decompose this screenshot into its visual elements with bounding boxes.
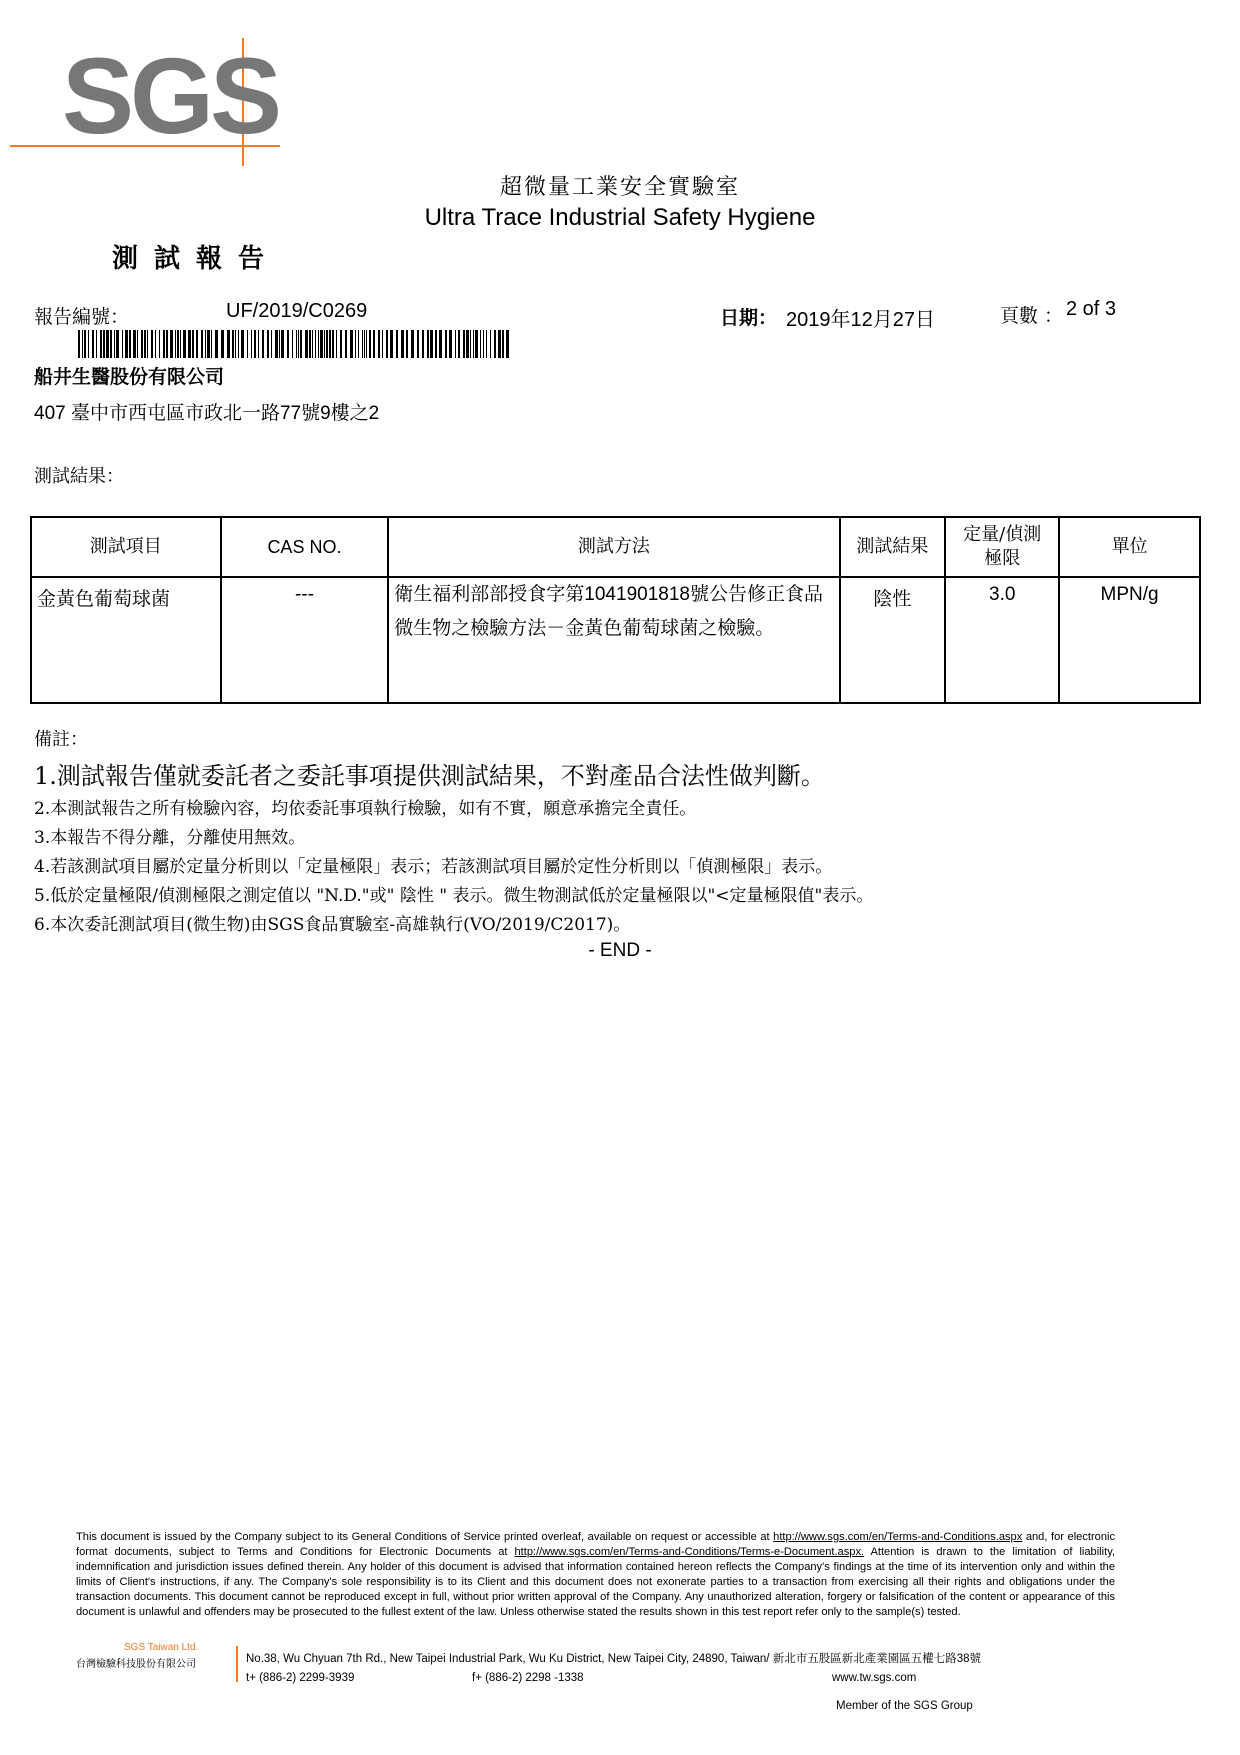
barcode-bar [502, 330, 504, 358]
barcode-bar [177, 330, 179, 358]
barcode-bar [247, 330, 248, 358]
barcode-bar [141, 330, 143, 358]
barcode-bar [463, 330, 465, 358]
header-test-item: 測試項目 [31, 517, 221, 577]
barcode-bar [262, 330, 264, 358]
footer-company-cn: 台灣檢驗科技股份有限公司 [76, 1659, 196, 1670]
barcode-bar [275, 330, 278, 358]
results-table [30, 516, 1201, 704]
barcode-bar [137, 330, 138, 358]
barcode-bar [238, 330, 239, 358]
barcode-bar [155, 330, 156, 358]
header-test-method: 測試方法 [388, 517, 839, 577]
cell-result: 陰性 [840, 577, 946, 703]
footer-company-en: SGS Taiwan Ltd. [124, 1642, 199, 1653]
report-date: 2019年12月27日 [786, 309, 935, 331]
barcode-bar [254, 330, 256, 358]
barcode-bar [378, 330, 380, 358]
barcode-bar [279, 330, 280, 358]
barcode-bar [175, 330, 176, 358]
barcode-bar [300, 330, 302, 358]
barcode-bar [170, 330, 173, 358]
barcode-bar [221, 330, 224, 358]
barcode-bar [147, 330, 148, 358]
barcode-bar [183, 330, 186, 358]
header-unit: 單位 [1059, 517, 1200, 577]
e-document-terms-link[interactable]: http://www.sgs.com/en/Terms-and-Conditions/Terms-e-Document.aspx. [514, 1545, 865, 1558]
barcode-bar [215, 330, 218, 358]
barcode-bar [422, 330, 424, 358]
barcode-bar [196, 330, 198, 358]
barcode-bar [287, 330, 289, 358]
sgs-logo-text: SGS [62, 35, 279, 156]
report-barcode [78, 330, 510, 358]
note-6: 6.本次委託測試項目(微生物)由SGS食品實驗室-高雄執行(VO/2019/C2017)。 [34, 915, 631, 935]
barcode-bar [366, 330, 367, 358]
table-header-row [31, 517, 1200, 577]
cell-item: 金黃色葡萄球菌 [31, 577, 221, 703]
barcode-bar [466, 330, 469, 358]
header-test-result: 測試結果 [840, 517, 946, 577]
barcode-bar [281, 330, 284, 358]
barcode-bar [227, 330, 230, 358]
footer-website[interactable]: www.tw.sgs.com [832, 1672, 917, 1684]
barcode-bar [235, 330, 236, 358]
barcode-bar [122, 330, 123, 358]
barcode-bar [241, 330, 244, 358]
barcode-bar [106, 330, 109, 358]
footer-divider [236, 1646, 238, 1682]
barcode-bar [144, 330, 146, 358]
barcode-bar [490, 330, 491, 358]
barcode-bar [298, 330, 299, 358]
barcode-bar [96, 330, 97, 358]
barcode-bar [163, 330, 165, 358]
barcode-bar [133, 330, 136, 358]
barcode-bar [329, 330, 331, 358]
barcode-bar [494, 330, 496, 358]
note-4: 4.若該測試項目屬於定量分析則以「定量極限」表示；若該測試項目屬於定性分析則以「偵測極限」表示。 [34, 857, 833, 877]
page-number: 2 of 3 [1066, 298, 1117, 320]
barcode-bar [192, 330, 194, 358]
results-label: 測試結果： [34, 466, 124, 487]
barcode-bar [498, 330, 501, 358]
barcode-bar [324, 330, 325, 358]
barcode-bar [373, 330, 375, 358]
barcode-bar [159, 330, 160, 358]
barcode-bar [125, 330, 128, 358]
barcode-bar [386, 330, 388, 358]
lab-name-english: Ultra Trace Industrial Safety Hygiene [424, 204, 816, 231]
barcode-bar [320, 330, 323, 358]
barcode-bar [114, 330, 115, 358]
barcode-bar [309, 330, 311, 358]
barcode-bar [205, 330, 206, 358]
barcode-bar [326, 330, 328, 358]
barcode-bar [355, 330, 356, 358]
barcode-bar [390, 330, 393, 358]
barcode-bar [180, 330, 181, 358]
barcode-bar [439, 330, 442, 358]
barcode-bar [211, 330, 212, 358]
cell-unit: MPN/g [1059, 577, 1200, 703]
barcode-bar [475, 330, 478, 358]
barcode-bar [364, 330, 365, 358]
report-title: 測試報告 [112, 244, 281, 274]
barcode-bar [455, 330, 456, 358]
barcode-bar [350, 330, 353, 358]
barcode-bar [100, 330, 102, 358]
barcode-bar [82, 330, 83, 358]
note-2: 2.本測試報告之所有檢驗內容，均依委託事項執行檢驗，如有不實，願意承擔完全責任。 [34, 799, 697, 819]
barcode-bar [201, 330, 203, 358]
disclaimer-text-1: This document is issued by the Company subject to its General Conditions of Service printed overleaf, available on request or accessible at [76, 1531, 774, 1543]
date-label: 日期： [720, 308, 778, 329]
cell-cas: --- [221, 577, 389, 703]
disclaimer [76, 1530, 1115, 1619]
page-label: 頁數 ： [1000, 305, 1064, 327]
barcode-bar [458, 330, 460, 358]
barcode-bar [315, 330, 316, 358]
barcode-bar [435, 330, 437, 358]
barcode-bar [78, 330, 80, 358]
terms-link[interactable]: http://www.sgs.com/en/Terms-and-Conditions.aspx [773, 1531, 1023, 1543]
barcode-bar [483, 330, 484, 358]
barcode-bar [345, 330, 347, 358]
note-5: 5.低於定量極限/偵測極限之測定值以 "N.D."或" 陰性 " 表示。微生物測試低於定量極限以"<定量極限值"表示。 [34, 886, 874, 906]
disclaimer-text-2: and, for electronic format documents, subject to Terms and Conditions for Electronic Documents at [76, 1531, 1116, 1558]
barcode-bar [251, 330, 252, 358]
barcode-bar [188, 330, 191, 358]
report-number: UF/2019/C0269 [226, 300, 368, 322]
notes-title: 備註： [34, 729, 88, 750]
barcode-bar [401, 330, 404, 358]
barcode-bar [382, 330, 383, 358]
barcode-bar [396, 330, 398, 358]
barcode-bar [358, 330, 359, 358]
barcode-bar [267, 330, 269, 358]
barcode-bar [427, 330, 429, 358]
footer-member: Member of the SGS Group [836, 1700, 973, 1712]
header-cas-no: CAS NO. [221, 517, 389, 577]
note-3: 3.本報告不得分離，分離使用無效。 [34, 828, 306, 848]
barcode-bar [486, 330, 487, 358]
report-number-label: 報告編號： [34, 306, 130, 328]
barcode-bar [207, 330, 210, 358]
barcode-bar [480, 330, 481, 358]
barcode-bar [305, 330, 308, 358]
barcode-bar [470, 330, 471, 358]
barcode-bar [318, 330, 319, 358]
end-marker: - END - [588, 940, 652, 961]
note-1: 1.測試報告僅就委託者之委託事項提供測試結果，不對產品合法性做判斷。 [34, 762, 825, 790]
client-address: 407 臺中市西屯區市政北一路77號9樓之2 [34, 403, 380, 424]
footer-tel: t+ (886-2) 2299-3939 [246, 1672, 355, 1684]
barcode-bar [332, 330, 334, 358]
barcode-bar [258, 330, 259, 358]
header-limit: 定量/偵測 極限 [945, 517, 1059, 577]
barcode-bar [116, 330, 119, 358]
barcode-bar [340, 330, 342, 358]
barcode-bar [506, 330, 509, 358]
disclaimer-text-3: Attention is drawn to the limitation of liability, indemnification and jurisdiction issues defined therein. Any holder of this document is advised that information contained hereon reflects the Company's findings at the time of its intervention only and within the limits of Client's instructions, if any. The Company's sole responsibility is to its Client and this document does not exonerate parties to a transaction from exercising all their rights and obligations under the transaction documents. This document cannot be reproduced except in full, without prior written approval of the Company. Any unauthorized alteration, forgery or falsification of the content or appearance of this document is unlawful and offenders may be prosecuted to the fullest extent of the law. Unless otherwise stated the results shown in this test report refer only to the sample(s) tested. [76, 1545, 1115, 1618]
barcode-bar [110, 330, 112, 358]
barcode-bar [92, 330, 94, 358]
barcode-bar [312, 330, 313, 358]
barcode-bar [449, 330, 452, 358]
cell-method: 衛生福利部部授食字第1041901818號公告修正食品微生物之檢驗方法－金黃色葡萄球菌之檢驗。 [388, 577, 839, 703]
barcode-bar [445, 330, 447, 358]
barcode-bar [232, 330, 234, 358]
barcode-bar [430, 330, 433, 358]
barcode-bar [369, 330, 371, 358]
client-name: 船井生醫股份有限公司 [34, 367, 225, 388]
barcode-bar [336, 330, 337, 358]
footer-fax: f+ (886-2) 2298 -1338 [472, 1672, 584, 1684]
barcode-bar [292, 330, 293, 358]
barcode-bar [151, 330, 153, 358]
barcode-bar [411, 330, 414, 358]
barcode-bar [103, 330, 105, 358]
barcode-bar [84, 330, 86, 358]
barcode-bar [129, 330, 131, 358]
barcode-bar [296, 330, 297, 358]
footer-address: No.38, Wu Chyuan 7th Rd., New Taipei Industrial Park, Wu Ku District, New Taipei City, 24890, Taiwan/ 新北市五股區新北產業園區五權七路38號 [246, 1653, 981, 1665]
barcode-bar [406, 330, 408, 358]
cell-limit: 3.0 [945, 577, 1059, 703]
barcode-bar [166, 330, 168, 358]
barcode-bar [271, 330, 272, 358]
barcode-bar [417, 330, 419, 358]
table-row [31, 577, 1200, 703]
barcode-bar [88, 330, 89, 358]
barcode-bar [362, 330, 363, 358]
barcode-bar [473, 330, 474, 358]
lab-name-chinese: 超微量工業安全實驗室 [499, 175, 740, 200]
